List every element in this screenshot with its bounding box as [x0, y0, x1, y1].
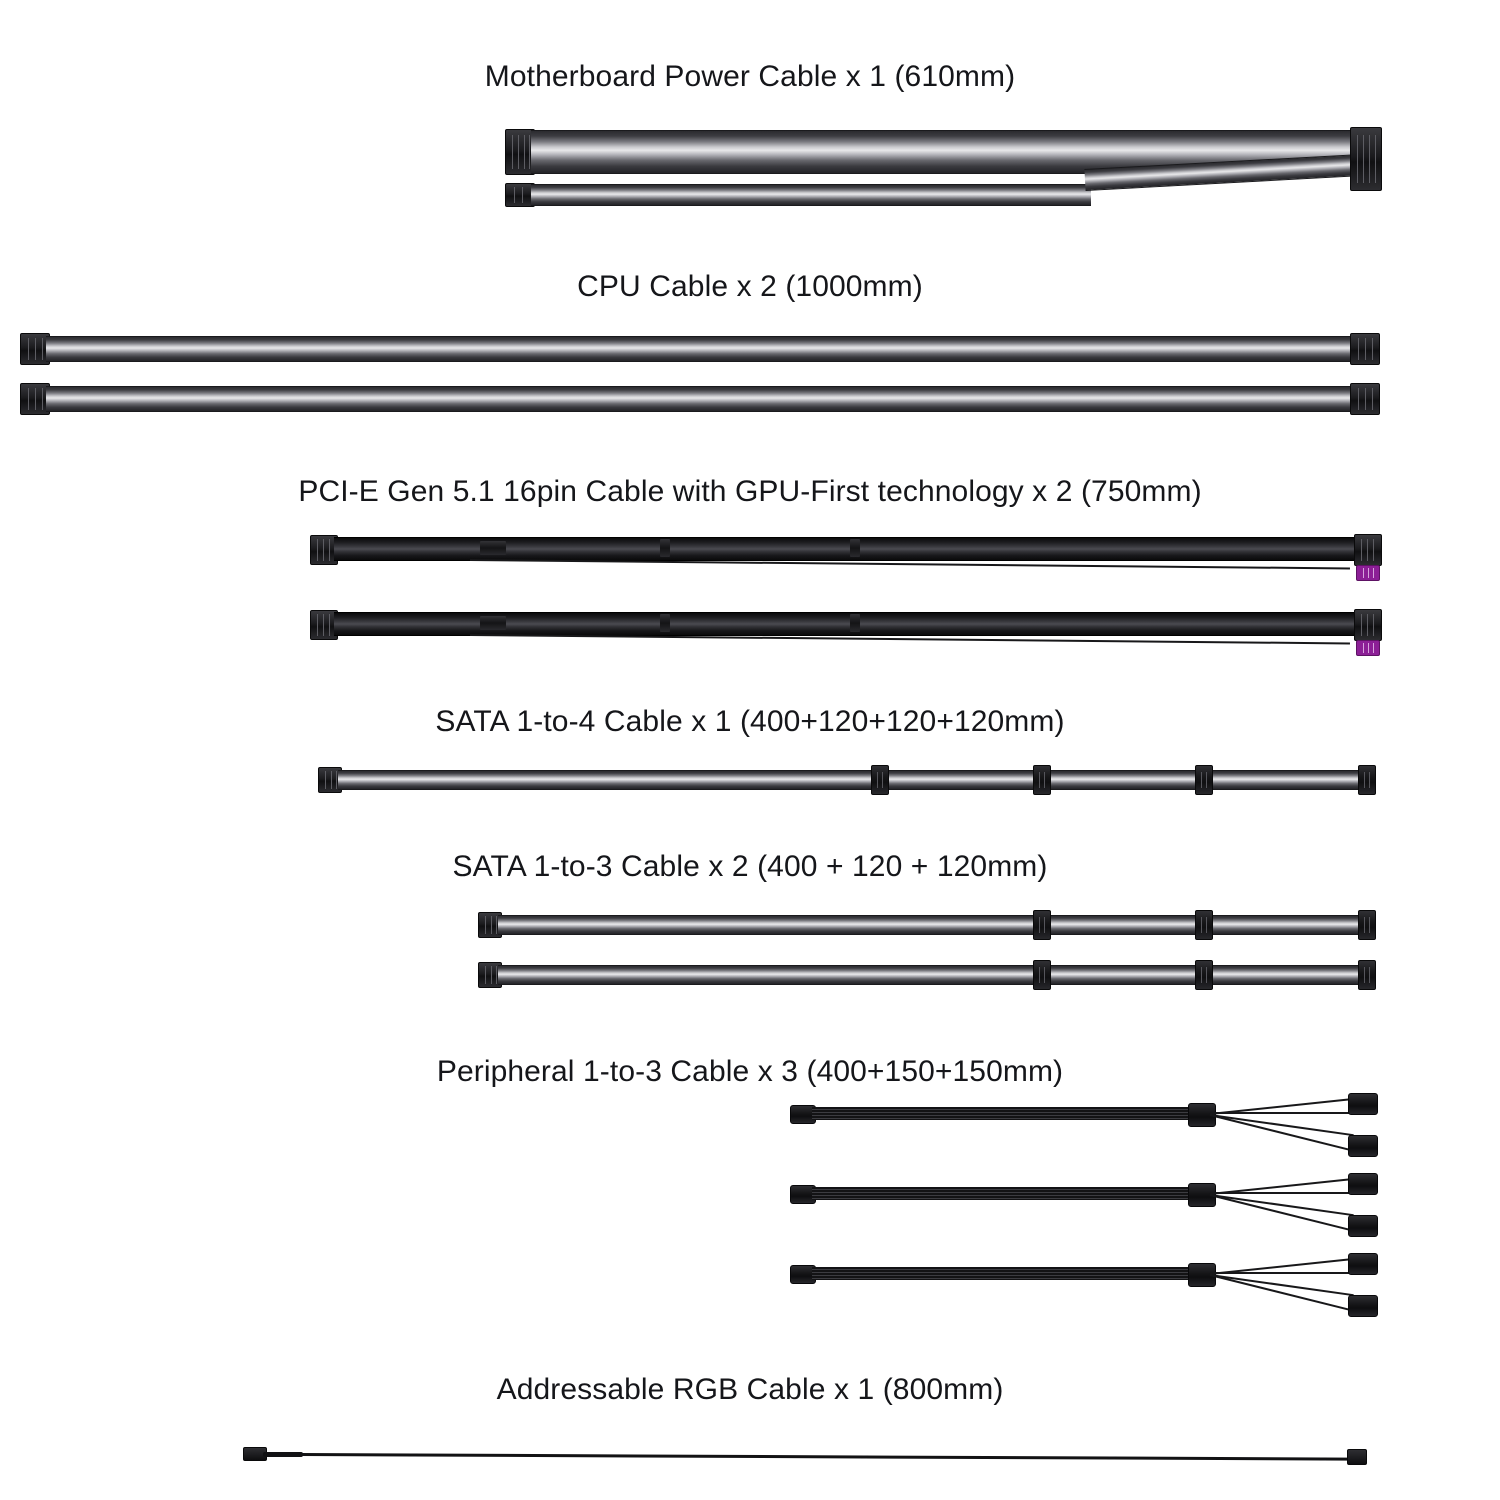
connector-sata-b-drive-3 — [1358, 960, 1376, 990]
cable-pcie-1 — [310, 535, 1380, 580]
connector-sata-a-drive-2 — [1195, 910, 1213, 940]
connector-sideband-purple-1 — [1356, 565, 1380, 581]
cable-sata-1to4 — [318, 765, 1380, 793]
sleeve-sata-1to3-b — [498, 965, 1364, 985]
wire-run-peripheral-2 — [812, 1187, 1202, 1200]
cable-group-sata-1to4 — [0, 685, 1500, 830]
group-title-sata-1to4: SATA 1-to-4 Cable x 1 (400+120+120+120mm) — [435, 705, 1065, 738]
sleeve-cpu-2 — [46, 386, 1354, 412]
cable-band-pcie-1b — [660, 539, 670, 557]
connector-atx-24pin-right — [1350, 127, 1382, 191]
cable-peripheral-3 — [790, 1265, 1380, 1340]
cable-group-sata-1to3 — [0, 830, 1500, 1025]
group-title-pcie: PCI-E Gen 5.1 16pin Cable with GPU-First technology x 2 (750mm) — [298, 475, 1202, 508]
cable-group-cpu — [0, 250, 1500, 450]
cable-group-motherboard-power — [0, 0, 1500, 250]
connector-argb-header-side — [1347, 1449, 1367, 1465]
sleeve-atx-branch — [531, 184, 1091, 206]
group-title-cpu: CPU Cable x 2 (1000mm) — [577, 270, 923, 303]
connector-sideband-purple-2 — [1356, 640, 1380, 656]
cable-cpu-1 — [20, 333, 1380, 363]
wire-argb-thick — [263, 1452, 303, 1457]
connector-cpu-right-1 — [1350, 333, 1380, 365]
connector-molex-1-drive-3 — [1348, 1135, 1378, 1157]
connector-molex-3-drive-2 — [1348, 1253, 1378, 1275]
cable-argb — [243, 1445, 1373, 1469]
connector-molex-1-drive-2 — [1348, 1093, 1378, 1115]
cable-band-pcie-2b — [660, 614, 670, 632]
connector-pcie-gpu-side-2 — [1354, 609, 1382, 641]
wire-run-peripheral-3 — [812, 1267, 1202, 1280]
wire-run-peripheral-1 — [812, 1107, 1202, 1120]
connector-sata-a-drive-3 — [1358, 910, 1376, 940]
connector-molex-3-drive-3 — [1348, 1295, 1378, 1317]
group-title-motherboard-power: Motherboard Power Cable x 1 (610mm) — [484, 60, 1016, 93]
cable-sata-1to3-a — [478, 910, 1380, 938]
connector-molex-2-drive-2 — [1348, 1173, 1378, 1195]
sleeve-sata-1to3-a — [498, 915, 1364, 935]
cable-band-pcie-1a — [480, 541, 506, 555]
group-title-sata-1to3: SATA 1-to-3 Cable x 2 (400 + 120 + 120mm) — [452, 850, 1048, 883]
cable-group-peripheral — [0, 1025, 1500, 1355]
cable-atx-24pin — [505, 125, 1385, 225]
cable-band-pcie-2c — [850, 614, 860, 632]
connector-sata-drive-3 — [1195, 765, 1213, 795]
sleeve-cpu-1 — [46, 336, 1354, 362]
connector-sata-drive-4 — [1358, 765, 1376, 795]
cable-sata-1to3-b — [478, 960, 1380, 988]
connector-sata-a-drive-1 — [1033, 910, 1051, 940]
cable-peripheral-1 — [790, 1105, 1380, 1180]
cable-cpu-2 — [20, 383, 1380, 413]
connector-sata-b-drive-1 — [1033, 960, 1051, 990]
connector-sata-b-drive-2 — [1195, 960, 1213, 990]
cable-peripheral-2 — [790, 1185, 1380, 1260]
connector-cpu-right-2 — [1350, 383, 1380, 415]
group-title-argb: Addressable RGB Cable x 1 (800mm) — [496, 1373, 1004, 1406]
cable-band-pcie-1c — [850, 539, 860, 557]
cable-group-pcie — [0, 450, 1500, 685]
group-title-peripheral: Peripheral 1-to-3 Cable x 3 (400+150+150mm) — [436, 1055, 1064, 1088]
cable-group-argb — [0, 1355, 1500, 1500]
cable-pcie-2 — [310, 610, 1380, 655]
cable-band-pcie-2a — [480, 616, 506, 630]
wire-argb-run — [299, 1453, 1351, 1461]
connector-sata-drive-1 — [871, 765, 889, 795]
connector-sata-drive-2 — [1033, 765, 1051, 795]
connector-pcie-gpu-side-1 — [1354, 534, 1382, 566]
connector-molex-2-drive-3 — [1348, 1215, 1378, 1237]
